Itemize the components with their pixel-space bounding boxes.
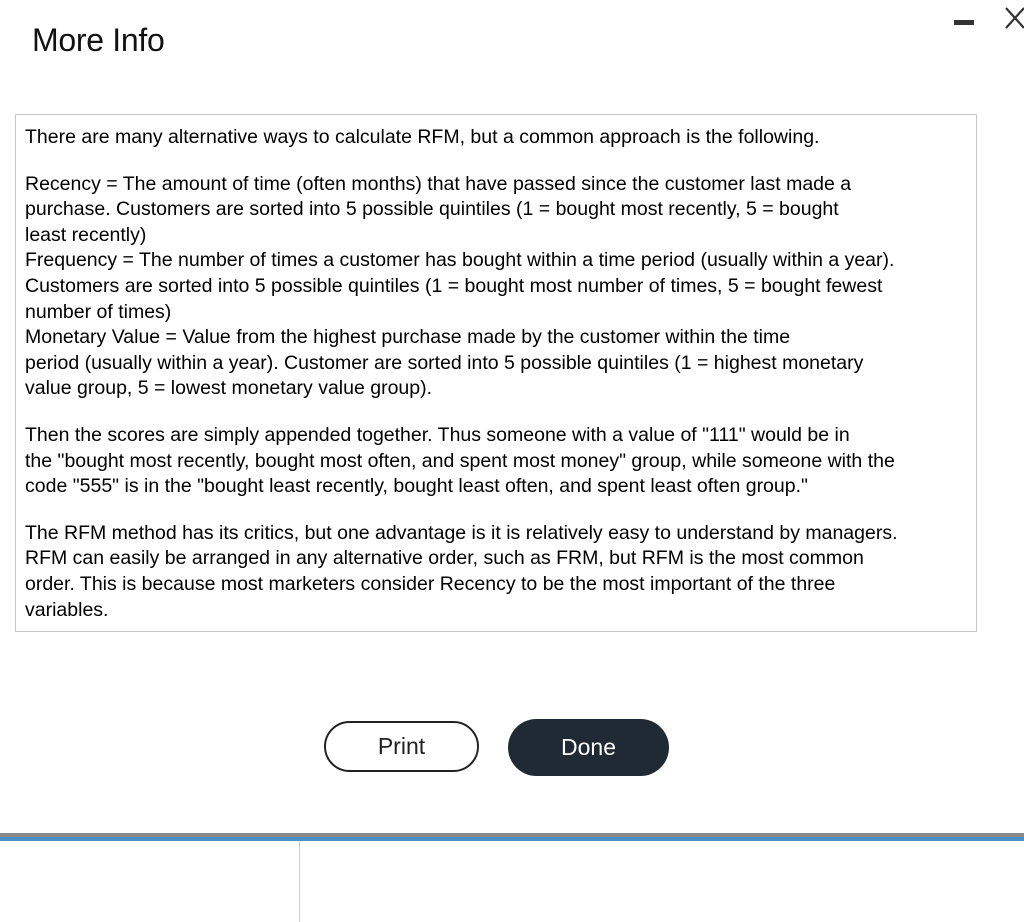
definition-line: Monetary Value = Value from the highest purchase made by the customer within the time xyxy=(25,326,791,349)
scores-line: Then the scores are simply appended together. Thus someone with a value of "111" would be in xyxy=(25,423,850,446)
dialog-title: More Info xyxy=(32,22,165,58)
definition-line: value group, 5 = lowest monetary value group). xyxy=(25,377,433,400)
scores-line: the "bought most recently, bought most often, and spent most money" group, while someone with the xyxy=(25,449,895,472)
scores-paragraph xyxy=(25,423,968,500)
critics-line: order. This is because most marketers consider Recency to be the most important of the three xyxy=(25,572,836,595)
minimize-icon[interactable] xyxy=(952,6,978,32)
footer-divider xyxy=(299,841,300,922)
footer-accent-bar xyxy=(0,837,1024,841)
scores-line: code "555" is in the "bought least recently, bought least often, and spent least often group." xyxy=(25,475,808,498)
print-button[interactable]: Print xyxy=(324,721,479,772)
definition-line: period (usually within a year). Customer are sorted into 5 possible quintiles (1 = highest monetary xyxy=(25,351,864,374)
info-text-box xyxy=(15,114,977,632)
dialog-buttons xyxy=(0,719,1024,779)
definitions-paragraph xyxy=(25,172,968,402)
critics-paragraph xyxy=(25,521,968,623)
definition-line: Recency = The amount of time (often months) that have passed since the customer last made a xyxy=(25,172,852,195)
definition-line: Customers are sorted into 5 possible quintiles (1 = bought most number of times, 5 = bought fewest xyxy=(25,274,883,297)
close-icon-glyph xyxy=(1003,4,1024,30)
critics-line: The RFM method has its critics, but one advantage is it is relatively easy to understand by managers. xyxy=(25,521,898,544)
definition-line: purchase. Customers are sorted into 5 possible quintiles (1 = bought most recently, 5 = bought xyxy=(25,198,839,221)
critics-line: RFM can easily be arranged in any alternative order, such as FRM, but RFM is the most common xyxy=(25,547,864,570)
critics-line: variables. xyxy=(25,598,109,621)
done-button[interactable]: Done xyxy=(508,719,669,776)
definition-line: least recently) xyxy=(25,223,147,246)
intro-paragraph xyxy=(25,125,968,151)
close-icon[interactable] xyxy=(1003,4,1024,30)
definition-line: number of times) xyxy=(25,300,172,323)
definition-line: Frequency = The number of times a customer has bought within a time period (usually within a year). xyxy=(25,249,895,272)
intro-line: There are many alternative ways to calculate RFM, but a common approach is the following. xyxy=(25,126,820,148)
